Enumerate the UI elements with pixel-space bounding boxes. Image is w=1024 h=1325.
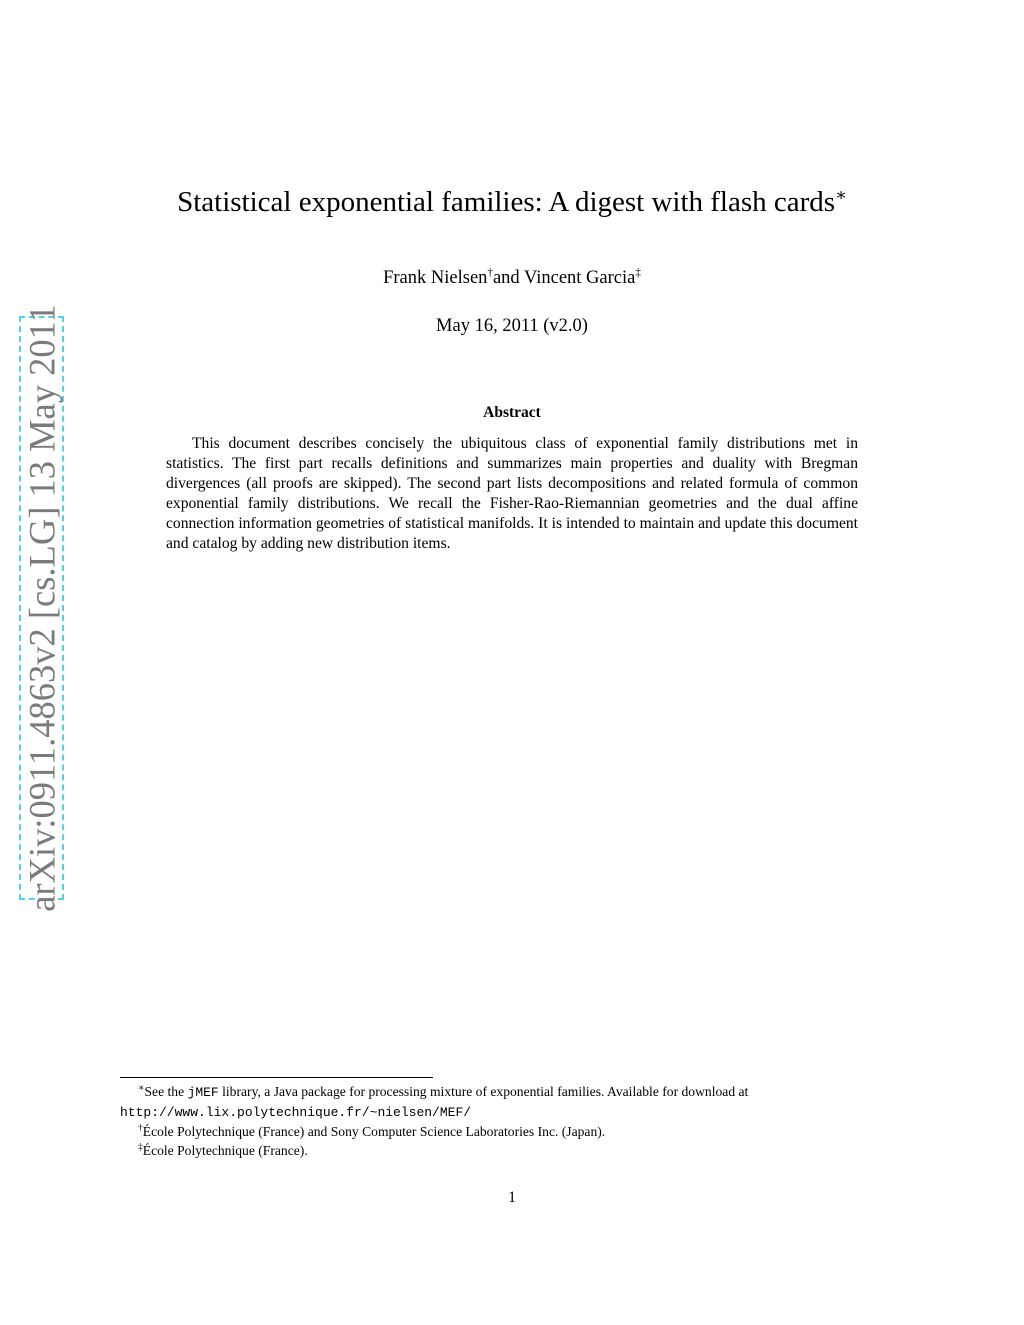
footnote-mark: † xyxy=(138,1123,143,1134)
footnote-url-link[interactable]: http://www.lix.polytechnique.fr/~nielsen/MEF/ xyxy=(120,1105,472,1120)
footnote-text: École Polytechnique (France) and Sony Computer Science Laboratories Inc. (Japan). xyxy=(142,1124,606,1139)
footnote-3 xyxy=(120,1141,904,1160)
footnote-2 xyxy=(120,1122,904,1141)
footnote-text: library, a Java package for processing mixture of exponential families. Available for download at xyxy=(218,1084,749,1099)
page-number: 1 xyxy=(508,1189,516,1206)
abstract-body: This document describes concisely the ubiquitous class of exponential family distributions met in statistics. The first part recalls definitions and summarizes main properties and duality with Bregman divergences (all proofs are skipped). The second part lists decompositions and related formula of common exponential family distributions. We recall the Fisher-Rao-Riemannian geometries and the dual affine connection information geometries of statistical manifolds. It is intended to maintain and update this document and catalog by adding new distribution items. xyxy=(166,435,858,552)
author-name: and Vincent Garcia xyxy=(492,268,636,288)
footnote-divider xyxy=(120,1077,433,1078)
title-footnote-mark: ∗ xyxy=(835,184,847,205)
footnote-mark: ‡ xyxy=(138,1142,143,1153)
title-text: Statistical exponential families: A digest with flash cards xyxy=(177,186,836,218)
paper-date: May 16, 2011 (v2.0) xyxy=(436,316,588,336)
author-name: Frank Nielsen xyxy=(383,268,488,288)
footnote-text: See the xyxy=(144,1084,188,1099)
footnote-1 xyxy=(120,1082,904,1122)
author-line xyxy=(0,266,1024,290)
abstract-heading: Abstract xyxy=(483,404,541,421)
footnote-code: jMEF xyxy=(187,1085,219,1100)
footnote-mark: ∗ xyxy=(138,1083,145,1094)
paper-title xyxy=(0,184,1024,220)
arxiv-identifier: arXiv:0911.4863v2 [cs.LG] 13 May 2011 xyxy=(21,304,62,912)
footnote-text: École Polytechnique (France). xyxy=(142,1143,308,1158)
author-footnote-mark: † xyxy=(487,266,493,279)
footnotes xyxy=(120,1082,904,1160)
author-footnote-mark: ‡ xyxy=(635,266,641,279)
